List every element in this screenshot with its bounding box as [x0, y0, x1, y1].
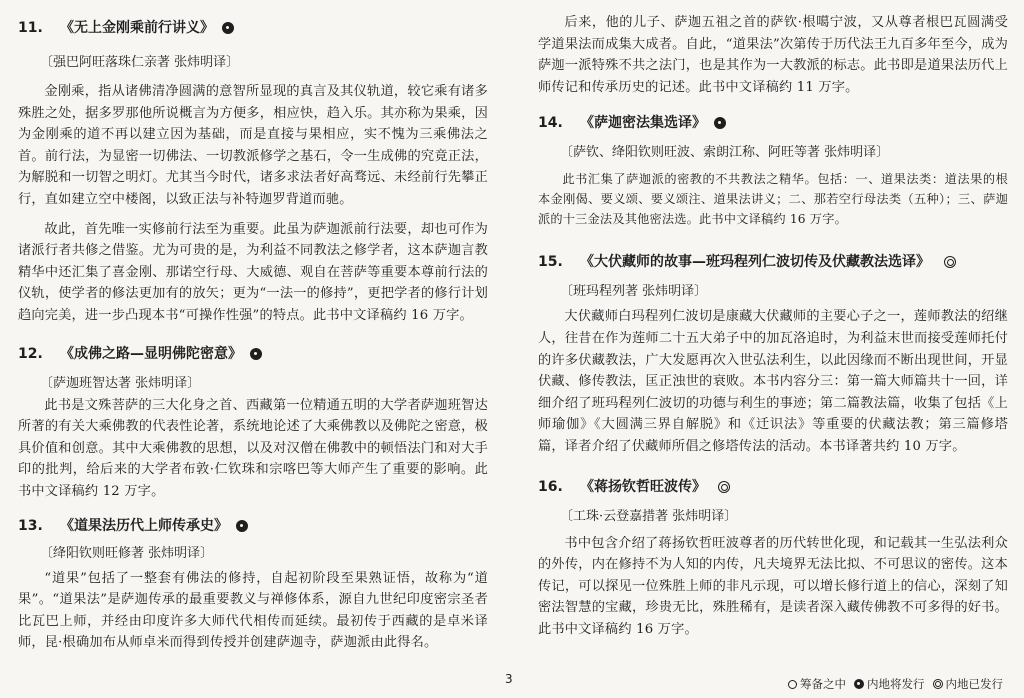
entry-title: 《蒋扬钦哲旺波传》	[580, 478, 706, 495]
legend-to-publish-label: 内地将发行	[867, 677, 925, 691]
entry-number: 15.	[538, 254, 563, 271]
entry-13-paragraph-2: 后来，他的儿子、萨迦五祖之首的萨钦·根噶宁波，又从尊者根巴瓦圆满受学道果法而成集大成者。自此，“道果法”次第传于历代法王九百多年至今，成为萨迦一派特殊不共之法门，也是其作为一大教派的标志。此书即是道果法历代上师传记和传承历史的记述。此书中文译稿约 11 万字。	[538, 15, 1008, 95]
legend-to-publish	[854, 676, 925, 692]
entry-13-heading	[18, 517, 488, 535]
to-publish-icon	[236, 520, 248, 532]
entry-number: 11.	[18, 20, 43, 36]
entry-11-heading	[18, 19, 488, 37]
entry-14-author: 〔萨钦、绛阳钦则旺波、索朗江称、阿旺等著 张炜明译〕	[560, 145, 890, 161]
status-legend	[788, 676, 1003, 692]
entry-11-paragraph-1: 金刚乘，指从诸佛清净圆满的意智所显现的真言及其仪轨道，较它乘有诸多殊胜之处，据多罗那他所说概言为方便多，相应快，趋入乐。其亦称为果乘，因为金刚乘的道不再以建立因为基础，而是直接与果相应，实不愧为三乘佛法之首。前行法，为显密一切佛法、一切教派修学之基石，令一生成佛的究竟正法，为解脱和一切智之明灯。尤其当今时代，诸多求法者好高骛远、未经前行先攀正行，直如建立空中楼阁，以致正法与补特迦罗背道而驰。	[18, 84, 488, 207]
entry-number: 13.	[18, 517, 43, 534]
right-column	[538, 0, 1008, 641]
to-publish-icon	[714, 117, 726, 129]
entry-11-author: 〔强巴阿旺落珠仁亲著 张炜明译〕	[40, 55, 240, 70]
entry-12-heading	[18, 345, 488, 363]
entry-number: 16.	[538, 478, 563, 495]
entry-title: 《大伏藏师的故事—班玛程列仁波切传及伏藏教法选译》	[580, 254, 930, 271]
legend-preparing-label: 筹备之中	[800, 677, 846, 691]
entry-16-heading	[538, 478, 1008, 496]
legend-published-label: 内地已发行	[945, 677, 1003, 691]
published-icon	[944, 256, 956, 268]
entry-11-paragraph-2: 故此，首先唯一实修前行法至为重要。此虽为萨迦派前行法要，却也可作为诸派行者共修之借鉴。尤为可贵的是，为利益不同教法之修学者，这本萨迦言教精华中还汇集了喜金刚、那诺空行母、大威德、观自在菩萨等重要本尊前行法的仪轨，使学者的修法更加有的放矢；更为“一法一的修持”，更把学者的修行计划趋向完美，进一步凸现本书“可操作性强”的特点。此书中文译稿约 16 万字。	[18, 221, 488, 323]
entry-14-paragraph-1: 此书汇集了萨迦派的密教的不共教法之精华。包括：一、道果法类：道法果的根本金刚偈、要义颂、要义颂注、道果法讲义；二、那若空行母法类（五种）；三、萨迦派的十三金法及其他密法选。此书中文译稿约 16 万字。	[538, 172, 1008, 227]
preparing-icon	[788, 680, 797, 689]
entry-15-author: 〔班玛程列著 张炜明译〕	[560, 284, 708, 300]
entry-12-author: 〔萨迦班智达著 张炜明译〕	[40, 375, 201, 391]
to-publish-icon	[222, 22, 234, 34]
entry-number: 14.	[538, 115, 563, 132]
entry-title: 《萨迦密法集选译》	[580, 115, 706, 132]
entry-16-paragraph-1: 书中包含介绍了蒋扬钦哲旺波尊者的历代转世化现，和记载其一生弘法利众的外传，内在修持不为人知的内传，凡夫境界无法比拟、不可思议的密传。这本传记，可以探见一位殊胜上师的非凡示现，可以增长修行道上的信心，深刻了知密法智慧的宝藏，珍贵无比，殊胜稀有，是读者深入藏传佛教不可多得的好书。此书中文译稿约 16 万字。	[538, 535, 1008, 637]
entry-15-heading	[538, 253, 1008, 271]
entry-title: 《成佛之路—显明佛陀密意》	[60, 345, 242, 362]
to-publish-icon	[854, 679, 864, 689]
entry-12-paragraph-1: 此书是文殊菩萨的三大化身之首、西藏第一位精通五明的大学者萨迦班智达所著的有关大乘佛教的代表性论著，系统地论述了大乘佛教以及佛陀之密意，极具价值和创意。其中大乘佛教的思想，以及对汉僧在佛教中的顿悟法门和对大手印的批判，给后来的大学者布敦·仁钦珠和宗喀巴等大师产生了重要的影响。此书中文译稿约 12 万字。	[18, 397, 488, 499]
published-icon	[933, 679, 943, 689]
legend-preparing	[788, 676, 846, 692]
page-number: 3	[505, 672, 513, 686]
entry-13-paragraph-1: “道果”包括了一整套有佛法的修持，自起初阶段至果熟证悟，故称为“道果”。“道果法”是萨迦传承的最重要教义与禅修体系，源自九世纪印度密宗圣者比瓦巴上师，并经由印度许多大师代代相传而延续。最初传于西藏的是卓米译师，昆·根确加布从师卓米而得到传授并创建萨迦寺，萨迦派由此得名。	[18, 570, 488, 651]
entry-number: 12.	[18, 345, 43, 362]
legend-published	[933, 676, 1004, 692]
entry-14-heading	[538, 114, 1008, 132]
entry-15-paragraph-1: 大伏藏师白玛程列仁波切是康藏大伏藏师的主要心子之一，莲师教法的绍继人，往昔在作为莲师二十五大弟子中的加瓦洛追时，为利益末世而接受莲师托付的许多伏藏教法，广大发愿再次入世弘法利生，以此因缘而不断出现世间，开显伏藏、修传教法，匡正浊世的衰败。本书内容分三：第一篇大师篇共十一回，详细介绍了班玛程列仁波切的功德与利生的事迹；第二篇教法篇，收集了包括《上师瑜伽》《大圆满三界自解脱》和《迁识法》等重要的伏藏法教；第三篇修塔篇，译者介绍了伏藏师所倡之修塔传法的活动。本书译著共约 10 万字。	[538, 309, 1008, 454]
left-column	[18, 0, 488, 654]
published-icon	[718, 481, 730, 493]
entry-16-author: 〔工珠·云登嘉措著 张炜明译〕	[560, 508, 738, 524]
to-publish-icon	[250, 348, 262, 360]
entry-title: 《无上金刚乘前行讲义》	[60, 20, 214, 36]
entry-title: 《道果法历代上师传承史》	[60, 517, 228, 534]
entry-13-author: 〔绛阳钦则旺修著 张炜明译〕	[40, 545, 214, 561]
